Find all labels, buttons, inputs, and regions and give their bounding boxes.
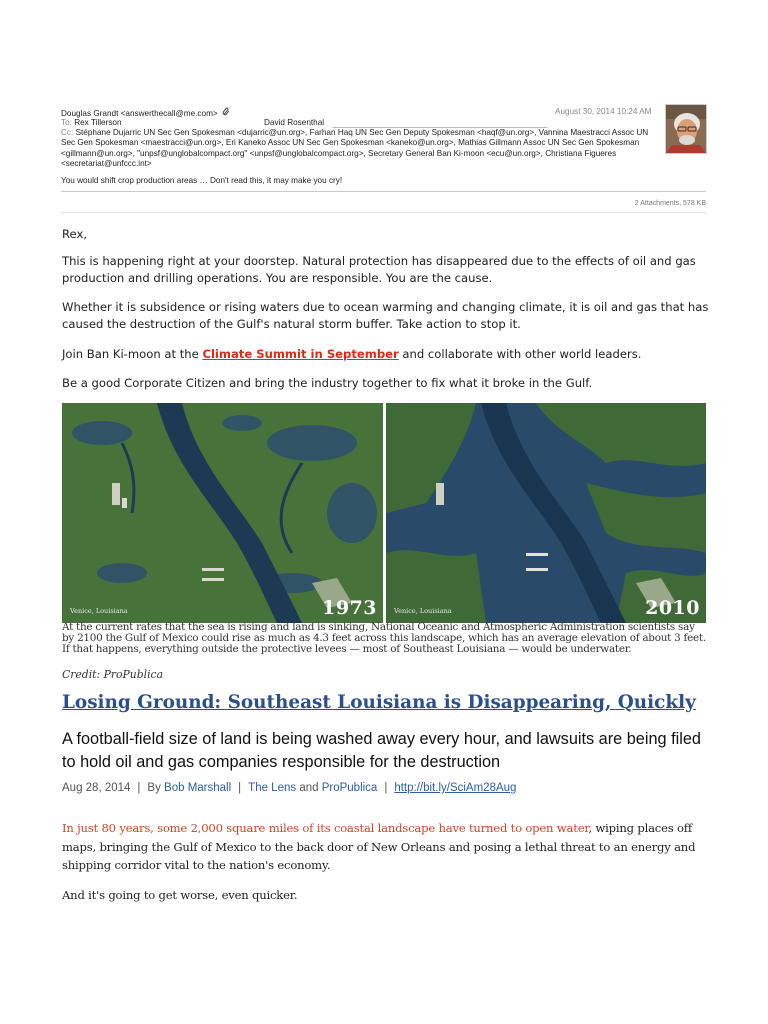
attachments-info[interactable]: 2 Attachments, 578 KB (634, 200, 706, 207)
byline-separator: | (137, 782, 141, 794)
email-sender (61, 107, 230, 118)
article-headline[interactable]: Losing Ground: Southeast Louisiana is Disappearing, Quickly (62, 692, 696, 713)
para3-before: Join Ban Ki-moon at the (62, 347, 203, 361)
letter-paragraph-4: Be a good Corporate Citizen and bring the industry together to fix what it broke in the Gulf. (62, 376, 593, 390)
header-divider (61, 191, 706, 192)
article-paragraph-2: And it's going to get worse, even quicker. (62, 888, 298, 902)
email-subject: You would shift crop production areas … Don't read this, it may make you cry! (61, 176, 343, 185)
satellite-image-2010 (386, 403, 706, 623)
image-year-2010: 2010 (645, 597, 700, 619)
body-divider (61, 212, 706, 213)
cc-recipients[interactable]: Stéphane Dujarric UN Sec Gen Spokesman <dujarric@un.org>, Farhan Haq UN Sec Gen Deputy Spokesman <haqf@un.org>, Vannina Maestracci Assoc UN Sec Gen Spokesman <maestracci@un.org>, Eri Kaneko Assoc UN Sec Gen Spokesman <kaneko@un.org>, Mathias Gillmann Assoc UN Sec Gen Spokesman <gillmann@un.org>, "unpsf@unglobalcompact.org" <unpsf@unglobalcompact.org>, Secretary General Ban Ki-moon <ecu@un.org>, Christiana Figueres <secretariat@unfccc.int> (61, 128, 649, 169)
sender-avatar (665, 104, 707, 154)
email-cc (61, 128, 661, 170)
letter-greeting: Rex, (62, 227, 88, 241)
image-year-1973: 1973 (322, 597, 377, 619)
to-recipient[interactable]: Rex Tillerson (74, 118, 122, 127)
byline-separator: | (384, 782, 388, 794)
short-url-link[interactable]: http://bit.ly/SciAm28Aug (394, 782, 517, 794)
paragraph-text: , wiping places off maps, bringing the Gulf of Mexico to the back door of New Orleans and posing a lethal threat to an energy and shipping corridor vital to the nation's economy. (62, 821, 696, 872)
para3-after: and collaborate with other world leaders. (398, 347, 642, 361)
highlighted-text: In just 80 years, some 2,000 square miles of its coastal landscape have turned to open water (62, 821, 589, 835)
image-credit: Credit: ProPublica (62, 668, 164, 681)
article-subheadline: A football-field size of land is being washed away every hour, and lawsuits are being filed to hold oil and gas companies responsible for the destruction (62, 730, 701, 771)
to-recipient-2[interactable]: David Rosenthal (264, 118, 325, 127)
to-label: To: (61, 118, 72, 127)
image-location-label-2010: Venice, Louisiana (394, 607, 452, 615)
byline-separator: | (238, 782, 242, 794)
image-caption: At the current rates that the sea is rising and land is sinking, National Oceanic and Atmospheric Administration scientists say by 2100 the Gulf of Mexico could rise as much as 4.3 feet across this landscape, which has an average elevation of about 3 feet. If that happens, everything outside the protective levees — most of Southeast Louisiana — would be underwater. (62, 621, 706, 655)
propublica-link[interactable]: ProPublica (321, 782, 378, 794)
email-to (61, 118, 325, 127)
climate-summit-link[interactable]: Climate Summit in September (202, 347, 399, 361)
paperclip-icon (222, 107, 230, 118)
article-date: Aug 28, 2014 (62, 782, 131, 794)
byline-by: By (147, 782, 161, 794)
the-lens-link[interactable]: The Lens (248, 782, 297, 794)
sender-address: Douglas Grandt <answerthecall@me.com> (61, 109, 218, 118)
satellite-image-1973 (62, 403, 383, 623)
article-byline (62, 782, 516, 794)
article-paragraph-1 (62, 819, 712, 875)
letter-paragraph-3 (62, 346, 712, 363)
byline-and: and (299, 782, 319, 794)
image-location-label-1973: Venice, Louisiana (70, 607, 128, 615)
author-link[interactable]: Bob Marshall (164, 782, 232, 794)
cc-label: Cc: (61, 128, 74, 137)
email-date: August 30, 2014 10:24 AM (555, 107, 652, 116)
letter-paragraph-2: Whether it is subsidence or rising waters due to ocean warming and changing climate, it is oil and gas that has caused the destruction of the Gulf's natural storm buffer. Take action to stop it. (62, 300, 709, 331)
letter-paragraph-1: This is happening right at your doorstep. Natural protection has disappeared due to the effects of oil and gas production and drilling operations. You are responsible. You are the cause. (62, 254, 696, 285)
